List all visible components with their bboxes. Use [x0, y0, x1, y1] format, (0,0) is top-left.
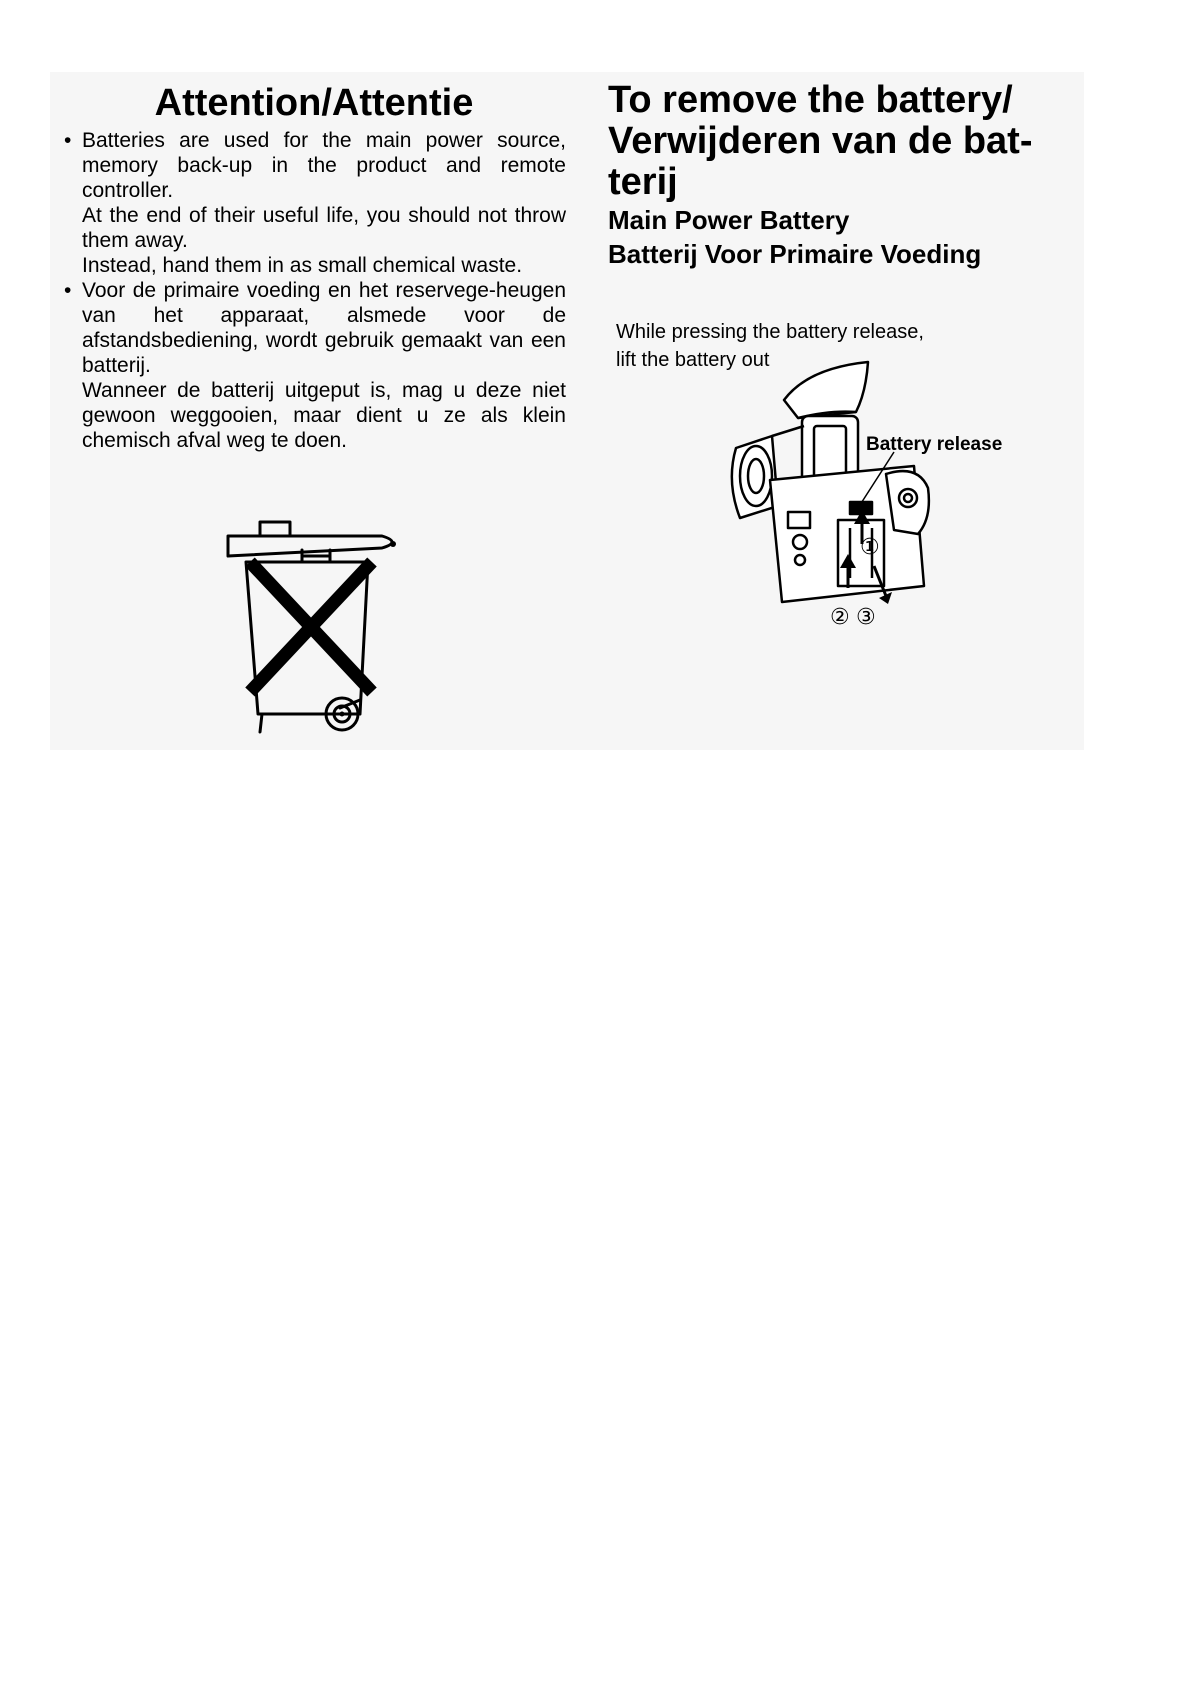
bullet-dutch [62, 278, 566, 453]
svg-text:①: ① [860, 535, 880, 560]
paragraph: At the end of their useful life, you should not throw them away. [82, 204, 566, 252]
bullet-english [62, 128, 566, 278]
remove-battery-section [608, 80, 1088, 271]
subtitle-dutch: Batterij Voor Primaire Voeding [608, 239, 982, 269]
attention-title: Attention/Attentie [154, 82, 474, 124]
paragraph: • Voor de primaire voeding en het reservege-heugen van het apparaat, alsmede voor de afstandsbediening, wordt gebruik gemaakt van een batterij. [82, 279, 566, 377]
paragraph: Instead, hand them in as small chemical waste. [82, 254, 523, 277]
paragraph: • Batteries are used for the main power source, memory back-up in the product and remote controller. [82, 129, 566, 202]
paragraph: Wanneer de batterij uitgeput is, mag u deze niet gewoon weggooien, maar dient u ze als klein chemisch afval weg te doen. [82, 379, 566, 452]
crossed-out-wheelie-bin-icon [222, 504, 412, 734]
instruction-line: While pressing the battery release, [616, 321, 924, 343]
instruction-line: lift the battery out [616, 349, 770, 371]
attention-bullets [62, 128, 566, 453]
remove-title-line: terij [608, 161, 678, 203]
remove-title-line: Verwijderen van de bat- [608, 120, 1033, 162]
remove-title [608, 80, 1088, 203]
remove-title-line: To remove the battery/ [608, 79, 1013, 121]
svg-text:③: ③ [856, 605, 876, 630]
battery-release-label: Battery release [866, 434, 1003, 455]
svg-text:②: ② [830, 605, 850, 630]
subtitle-english: Main Power Battery [608, 205, 850, 235]
attention-section [62, 80, 566, 453]
camcorder-battery-diagram-icon [718, 352, 1058, 632]
